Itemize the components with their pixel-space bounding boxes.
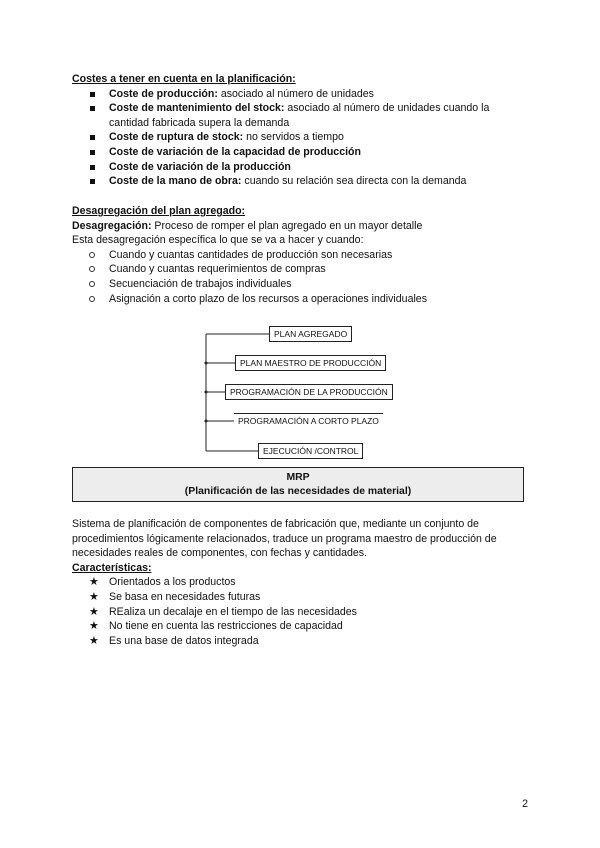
page-number: 2: [522, 798, 528, 810]
list-item: Coste de variación de la capacidad de producción: [72, 145, 532, 160]
diagram-box-plan-maestro: PLAN MAESTRO DE PRODUCCIÓN: [235, 355, 386, 371]
star-bullet-icon: ★: [89, 605, 99, 618]
list-item: Coste de variación de la producción: [72, 160, 532, 175]
list-item: Cuando y cuantas requerimientos de compras: [72, 262, 532, 277]
diagram-box-programacion-corto-plazo: PROGRAMACIÓN A CORTO PLAZO: [234, 413, 383, 428]
mrp-title-box: [72, 467, 524, 502]
diagram-node: [205, 420, 208, 423]
list-item: Coste de la mano de obra: cuando su relación sea directa con la demanda: [72, 174, 532, 189]
mrp-subtitle: (Planificación de las necesidades de material): [184, 486, 412, 497]
caracteristicas-heading: Características:: [72, 561, 152, 574]
star-bullet-icon: ★: [89, 576, 99, 589]
list-item: Secuenciación de trabajos individuales: [72, 277, 532, 292]
star-bullet-icon: ★: [89, 590, 99, 603]
costes-heading: Costes a tener en cuenta en la planificación:: [72, 73, 296, 85]
list-item: Cuando y cuantas cantidades de producción son necesarias: [72, 248, 532, 263]
list-item: ★ No tiene en cuenta las restricciones de capacidad: [89, 620, 343, 633]
diagram-node: [205, 362, 208, 365]
diagram-box-ejecucion-control: EJECUCIÓN /CONTROL: [258, 443, 363, 459]
mrp-section: [72, 517, 530, 648]
list-item: Coste de producción: asociado al número de unidades: [72, 87, 532, 102]
desagregacion-definition: Desagregación: Proceso de romper el plan agregado en un mayor detalle: [72, 219, 423, 232]
caracteristicas-list: [72, 575, 530, 648]
star-bullet-icon: ★: [89, 634, 99, 647]
diagram-node: [205, 391, 208, 394]
diagram-box-programacion-produccion: PROGRAMACIÓN DE LA PRODUCCIÓN: [225, 384, 393, 400]
diagram-box-plan-agregado: PLAN AGREGADO: [269, 326, 352, 342]
list-item: Coste de mantenimiento del stock: asociado al número de unidades cuando la cantidad fabricada supera la demanda: [72, 101, 532, 130]
mrp-title: MRP: [286, 472, 310, 483]
star-bullet-icon: ★: [89, 620, 99, 633]
list-item: ★ Es una base de datos integrada: [89, 634, 259, 647]
list-item: ★ REaliza un decalaje en el tiempo de las necesidades: [89, 605, 357, 618]
desagregacion-heading: Desagregación del plan agregado:: [72, 205, 246, 217]
desagregacion-intro: Esta desagregación específica lo que se va a hacer y cuando:: [72, 234, 364, 247]
mrp-description: Sistema de planificación de componentes de fabricación que, mediante un conjunto de procedimientos lógicamente relacionados, traduce un programa maestro de producción de necesidades reales de componentes, con fechas y cantidades.: [72, 518, 497, 560]
list-item: ★ Orientados a los productos: [89, 576, 236, 589]
list-item: Asignación a corto plazo de los recursos a operaciones individuales: [72, 292, 532, 307]
list-item: ★ Se basa en necesidades futuras: [89, 590, 261, 603]
list-item: Coste de ruptura de stock: no servidos a tiempo: [72, 130, 532, 145]
